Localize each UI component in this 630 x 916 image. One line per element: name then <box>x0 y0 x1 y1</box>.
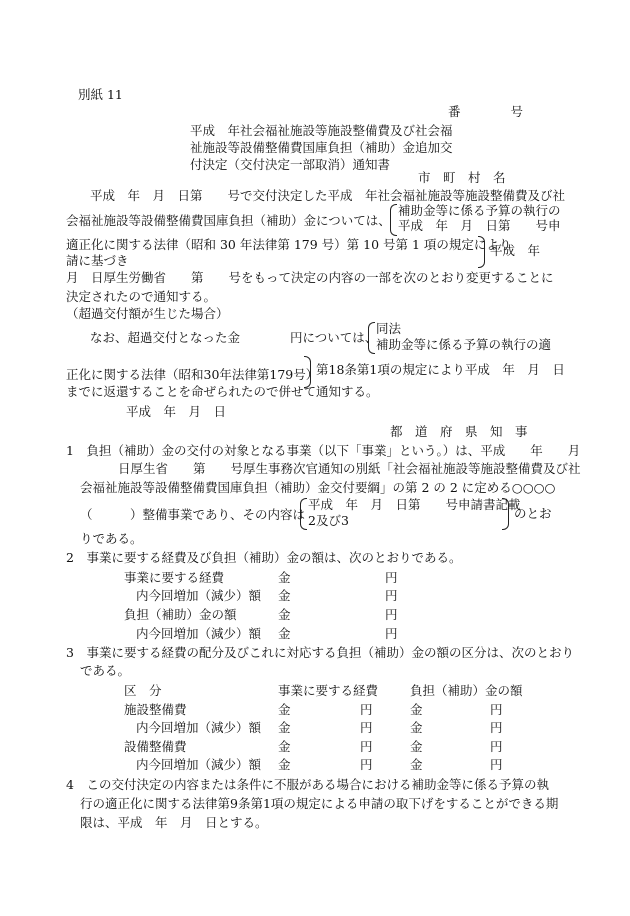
annex-label: 別紙 11 <box>78 87 123 102</box>
item1-brace-text-2: 2及び3 <box>308 513 349 528</box>
intro-line-6: 決定されたので通知する。 <box>66 289 217 304</box>
item1-line-4: （ ）整備事業であり、その内容は <box>80 507 306 522</box>
item3-cell: 金 <box>410 720 423 735</box>
item3-cell: 金 <box>410 702 423 717</box>
item3-line-2: である。 <box>80 663 131 678</box>
item3-cell: 金 <box>410 757 423 772</box>
item2-row-label: 内今回増加（減少）額 <box>136 626 262 641</box>
item3-row-label: 施設整備費 <box>124 702 187 717</box>
excess-heading: （超過交付額が生じた場合） <box>66 306 229 321</box>
item1-line-4b: のとお <box>514 506 552 521</box>
excess-brace-text-1: 同法 <box>376 321 402 336</box>
item2-heading: 2 事業に要する経費及び負担（補助）金の額は、次のとおりである。 <box>66 550 462 565</box>
item3-line-1: 3 事業に要する経費の配分及びこれに対応する負担（補助）金の額の区分は、次のとおり <box>66 645 574 660</box>
excess-line-2: 正化に関する法律（昭和30年法律第179号） <box>66 367 319 382</box>
item3-header: 事業に要する経費 <box>278 683 379 698</box>
title-line-2: 祉施設等設備整備費国庫負担（補助）金追加交 <box>190 140 453 155</box>
item2-row-en: 円 <box>385 588 398 603</box>
brace-text-2: 平成 年 月 日第 号申 <box>398 218 561 233</box>
item4-line-1: 4 この交付決定の内容または条件に不服がある場合における補助金等に係る予算の執 <box>66 777 549 792</box>
excess-line-1: なお、超過交付となった金 円については、 <box>90 330 378 345</box>
item4-line-3: 限は、平成 年 月 日とする。 <box>80 815 268 830</box>
item2-row-en: 円 <box>385 607 398 622</box>
item1-left-brace <box>300 498 307 530</box>
right-brace <box>478 236 485 268</box>
item3-cell: 金 <box>278 739 291 754</box>
excess-left-brace <box>368 322 375 354</box>
item1-line-2: 日厚生省 第 号厚生事務次官通知の別紙「社会福祉施設等施設整備費及び社 <box>118 461 581 476</box>
title-line-1: 平成 年社会福祉施設等施設整備費及び社会福 <box>190 123 453 138</box>
intro-line-3: 適正化に関する法律（昭和 30 年法律第 179 号）第 10 号第 1 項の規定により <box>66 237 512 252</box>
item2-row-label: 内今回増加（減少）額 <box>136 588 262 603</box>
item3-cell: 円 <box>490 739 503 754</box>
item3-header: 区 分 <box>124 683 162 698</box>
document-number: 番 号 <box>448 104 524 119</box>
item3-cell: 円 <box>360 757 373 772</box>
item3-row-label: 設備整備費 <box>124 739 187 754</box>
item2-row-kin: 金 <box>278 588 291 603</box>
intro-line-2: 会福祉施設等設備整備費国庫負担（補助）金については、 <box>66 213 391 228</box>
title-line-3: 付決定（交付決定一部取消）通知書 <box>190 157 391 172</box>
item2-row-en: 円 <box>385 570 398 585</box>
item4-line-2: 行の適正化に関する法律第9条第1項の規定による申請の取下げをすることができる期 <box>80 796 559 811</box>
item2-row-kin: 金 <box>278 570 291 585</box>
excess-line-3: までに返還することを命ぜられたので併せて通知する。 <box>66 384 379 399</box>
governor-title: 都 道 府 県 知 事 <box>390 424 528 439</box>
item3-cell: 金 <box>278 757 291 772</box>
item1-brace-text-1: 平成 年 月 日第 号申請書記載 <box>308 497 521 512</box>
item3-cell: 金 <box>410 739 423 754</box>
item3-cell: 円 <box>360 739 373 754</box>
item3-cell: 金 <box>278 702 291 717</box>
item3-cell: 円 <box>360 720 373 735</box>
item2-row-en: 円 <box>385 626 398 641</box>
item1-line-3: 会福祉施設等設備整備費国庫負担（補助）金交付要綱」の第 2 の 2 に定める○○○○ <box>80 480 556 495</box>
intro-line-5: 月 日厚生労働省 第 号をもって決定の内容の一部を次のとおり変更することに <box>66 270 554 285</box>
intro-line-1: 平成 年 月 日第 号で交付決定した平成 年社会福祉施設等施設整備費及び社 <box>90 188 566 203</box>
item2-row-kin: 金 <box>278 607 291 622</box>
item3-row-label: 内今回増加（減少）額 <box>136 757 262 772</box>
notice-date: 平成 年 月 日 <box>126 404 227 419</box>
excess-line-2b: 第18条第1項の規定により平成 年 月 日 <box>316 362 565 377</box>
left-brace <box>390 204 397 236</box>
item3-header: 負担（補助）金の額 <box>410 683 523 698</box>
item1-line-1: 1 負担（補助）金の交付の対象となる事業（以下「事業」という。）は、平成 年 月 <box>66 443 581 458</box>
item3-cell: 金 <box>278 720 291 735</box>
item3-cell: 円 <box>360 702 373 717</box>
intro-line-4: 請に基づき <box>66 253 129 268</box>
item1-right-brace <box>502 498 509 530</box>
item1-line-5: りである。 <box>80 531 143 546</box>
item3-cell: 円 <box>490 720 503 735</box>
item2-row-kin: 金 <box>278 626 291 641</box>
brace-text-1: 補助金等に係る予算の執行の <box>398 203 561 218</box>
item3-cell: 円 <box>490 757 503 772</box>
item2-row-label: 負担（補助）金の額 <box>124 607 237 622</box>
item3-cell: 円 <box>490 702 503 717</box>
item3-row-label: 内今回増加（減少）額 <box>136 720 262 735</box>
excess-brace-text-2: 補助金等に係る予算の執行の適 <box>376 337 552 352</box>
issuer-name: 市 町 村 名 <box>418 170 506 185</box>
intro-line-4b: 平成 年 <box>490 243 541 258</box>
item2-row-label: 事業に要する経費 <box>124 570 225 585</box>
